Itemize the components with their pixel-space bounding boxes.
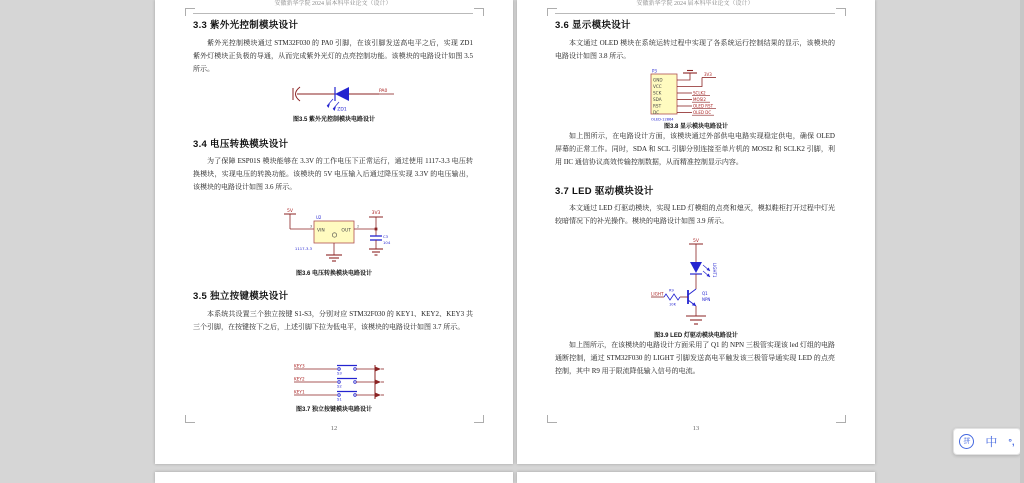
led-diode-icon — [690, 262, 702, 273]
ref-designator: ZD1 — [337, 107, 347, 112]
pin-name: RST — [653, 103, 662, 109]
ime-status-bar — [953, 428, 1021, 455]
net-label-3v3: 3V3 — [704, 72, 712, 77]
net-label-5v: 5V — [693, 239, 699, 244]
net-label: PA0 — [379, 89, 388, 94]
net-label: KEY2 — [294, 376, 305, 382]
part-number: OLED-12864 — [651, 117, 674, 122]
paragraph-3-6-detail[interactable]: 如上图所示，在电路设计方面，该模块通过外部供电电路实现稳定供电，确保 OLED 屏幕的正常工作。同时，SDA 和 SCL 引脚分别连接至单片机的 MOSI2 和 SCLK2 引脚，利用 IIC 通信协议高效传输控制数据，从而精准控制显示内容。 — [555, 132, 835, 167]
led-arrow — [327, 99, 333, 106]
ime-logo-icon[interactable]: 拼 — [959, 434, 974, 449]
pin-name-out: OUT — [341, 228, 351, 234]
net-label: MOSI2 — [693, 97, 706, 102]
ref-designator: P3 — [652, 68, 657, 74]
ref-designator: Q1 — [702, 291, 708, 296]
figure-caption-3-6: 图3.6 电压转换模块电路设计 — [295, 271, 372, 277]
pin-name-vin: VIN — [317, 228, 325, 234]
figure-led-driver-circuit[interactable] — [650, 236, 740, 328]
figure-oled-circuit[interactable] — [648, 66, 740, 122]
net-label-3v3: 3V3 — [371, 211, 381, 216]
vertical-scrollbar[interactable] — [1020, 0, 1024, 483]
ime-punctuation-toggle[interactable]: °, — [1008, 436, 1015, 447]
ref-designator: S1 — [337, 396, 342, 402]
pin-name: SDA — [653, 97, 662, 102]
page-header-rule — [555, 13, 835, 14]
net-label: OLED DC — [693, 110, 712, 115]
pin-name: SCK — [653, 90, 662, 96]
connector-pin-icon — [375, 380, 381, 385]
section-heading-3-4[interactable]: 3.4 电压转换模块设计 — [193, 139, 289, 150]
ime-language-toggle[interactable]: 中 — [985, 435, 998, 449]
paragraph-3-7-detail[interactable]: 如上图所示，在该模块的电路设计方面采用了 Q1 的 NPN 三极管实现该 led 灯组的电路通断控制，通过 STM32F030 的 LIGHT 引脚发送高电平触发该三极管导通实现 LED 的点亮控制，其中 R9 用于限流降低输入信号的电流。 — [555, 341, 835, 376]
paragraph-3-5[interactable]: 本系统共设置三个独立按键 S1-S3，分别对应 STM32F030 的 KEY1、KEY2、KEY3 共三个引脚，在按键按下之后，上述引脚下拉为低电平，该模块的电路设计如图 3.7 所示。 — [193, 310, 473, 332]
switch-contact — [354, 381, 357, 384]
wire — [677, 78, 702, 87]
margin-crop-mark — [836, 415, 846, 423]
component-value: 10K — [669, 302, 676, 307]
section-heading-3-6[interactable]: 3.6 显示模块设计 — [555, 20, 631, 31]
margin-crop-mark — [185, 8, 195, 16]
ref-designator: LIGHT1 — [712, 263, 717, 278]
led-diode-icon — [335, 87, 349, 101]
page-header-text: 安徽新华学院 2024 届本科毕业论文（设计） — [274, 1, 392, 7]
pin-name: VCC — [653, 84, 662, 89]
pin-number: 2 — [357, 224, 360, 229]
page-number: 12 — [330, 425, 338, 432]
component-value: 104 — [383, 240, 391, 245]
page-number: 13 — [692, 425, 700, 432]
paragraph-3-6-intro[interactable]: 本文通过 OLED 模块在系统运转过程中实现了各系统运行控制结果的显示，该模块的电路设计如图 3.8 所示。 — [555, 39, 835, 61]
net-label: LIGHT — [651, 291, 664, 297]
figure-caption-3-7: 图3.7 独立按键模块电路设计 — [295, 407, 372, 413]
switch-contact — [354, 394, 357, 397]
connector-pin-icon — [375, 393, 381, 398]
margin-crop-mark — [474, 8, 484, 16]
resistor-icon — [664, 294, 680, 300]
margin-crop-mark — [474, 415, 484, 423]
ref-designator: U2 — [316, 215, 322, 220]
figure-caption-3-5: 图3.5 紫外光控制模块电路设计 — [292, 117, 375, 123]
net-label: KEY1 — [294, 389, 305, 395]
page-header-text: 安徽新华学院 2024 届本科毕业论文（设计） — [636, 1, 754, 7]
pin-name: DC — [653, 110, 660, 115]
transistor-collector — [688, 289, 696, 295]
paragraph-3-4[interactable]: 为了保障 ESP01S 模块能够在 3.3V 的工作电压下正常运行，通过使用 1117-3.3 电压转换模块，实现电压的转换功能。该模块的 5V 电压输入后通过降压实现 3.3V 的电压输出，该模块的电路设计如图 3.6 所示。 — [193, 157, 473, 192]
figure-key-buttons-circuit[interactable] — [293, 361, 393, 403]
wire — [677, 73, 690, 80]
margin-crop-mark — [185, 415, 195, 423]
pin-number: 3 — [310, 224, 313, 229]
figure-caption-3-9: 图3.9 LED 灯驱动模块电路设计 — [654, 333, 738, 339]
paragraph-3-7-intro[interactable]: 本文通过 LED 灯驱动模块，实现 LED 灯模组的点亮和熄灭，模拟鞋柜打开过程中灯光较暗情况下的补光操作。模块的电路设计如图 3.9 所示。 — [555, 204, 835, 226]
section-heading-3-5[interactable]: 3.5 独立按键模块设计 — [193, 291, 289, 302]
margin-crop-mark — [547, 415, 557, 423]
section-heading-3-3[interactable]: 3.3 紫外光控制模块设计 — [193, 20, 299, 31]
ref-designator: S3 — [337, 370, 342, 376]
document-page-13[interactable] — [517, 0, 875, 464]
component-type: NPN — [702, 297, 711, 302]
paragraph-3-3[interactable]: 紫外光控制模块通过 STM32F030 的 PA0 引脚，在该引脚发送高电平之后，实现 ZD1 紫外灯模块正负极的导通，从而完成紫外光灯的点亮控制功能。该模块的电路设计如图 3.5 所示。 — [193, 39, 473, 74]
net-label-5v: 5V — [287, 209, 293, 214]
figure-caption-3-8: 图3.8 显示模块电路设计 — [663, 124, 728, 130]
net-label: KEY3 — [294, 363, 305, 369]
net-label: OLED RST — [693, 103, 714, 109]
page-header-rule — [193, 13, 473, 14]
section-heading-3-7[interactable]: 3.7 LED 驱动模块设计 — [555, 186, 654, 197]
ref-designator: C3 — [383, 234, 389, 239]
net-label: SCLK2 — [693, 90, 706, 96]
document-page-12[interactable] — [155, 0, 513, 464]
figure-voltage-regulator-circuit[interactable] — [276, 205, 396, 267]
next-page-stub-left[interactable] — [155, 472, 513, 483]
ref-designator: S2 — [337, 383, 342, 389]
figure-uv-led-circuit[interactable] — [283, 82, 395, 112]
next-page-stub-right[interactable] — [517, 472, 875, 483]
connector-pin-icon — [375, 367, 381, 372]
switch-contact — [354, 368, 357, 371]
pin-name: GND — [653, 77, 663, 83]
margin-crop-mark — [547, 8, 557, 16]
margin-crop-mark — [836, 8, 846, 16]
ref-designator: R9 — [669, 288, 674, 293]
part-number: 1117-3.3 — [294, 246, 312, 251]
